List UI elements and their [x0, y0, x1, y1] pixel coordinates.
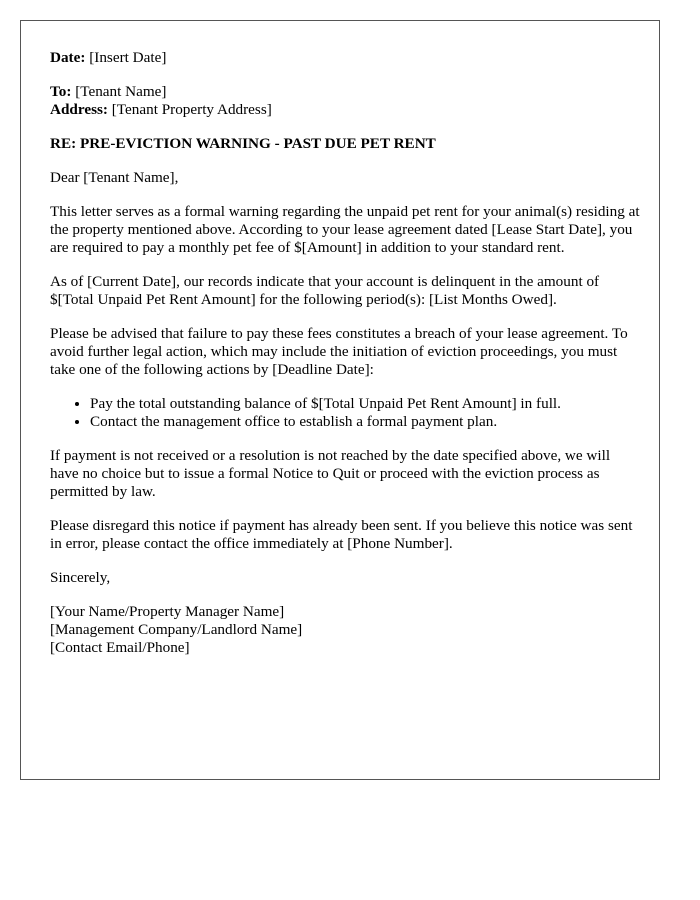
- paragraph-2: As of [Current Date], our records indicate that your account is delinquent in the amount of $[Total Unpaid Pet Rent Amount] for the following period(s): [List Months Owed].: [50, 273, 600, 308]
- to-value: [Tenant Name]: [75, 83, 167, 100]
- subject-line: RE: PRE-EVICTION WARNING - PAST DUE PET RENT: [50, 135, 436, 152]
- action-item-pay: • Pay the total outstanding balance of $[Total Unpaid Pet Rent Amount] in full.: [90, 395, 640, 413]
- paragraph-3: Please be advised that failure to pay these fees constitutes a breach of your lease agreement. To avoid further legal action, which may include the initiation of eviction proceedings, you must take one of the following actions by [Deadline Date]:: [50, 325, 628, 378]
- action-item-contact: • Contact the management office to establish a formal payment plan.: [90, 413, 640, 431]
- to-label: To:: [50, 83, 72, 100]
- address-line: [50, 101, 640, 119]
- paragraph-consequence: If payment is not received or a resolution is not reached by the date specified above, we will have no choice but to issue a formal Notice to Quit or proceed with the eviction process as permitted by law.: [50, 447, 611, 500]
- letter-body: [50, 49, 640, 657]
- letter-frame: [20, 20, 660, 780]
- signature-name: [Your Name/Property Manager Name]: [50, 603, 285, 620]
- signature-company: [Management Company/Landlord Name]: [50, 621, 303, 638]
- date-label: Date:: [50, 49, 86, 66]
- date-value: [Insert Date]: [89, 49, 167, 66]
- signature-contact: [Contact Email/Phone]: [50, 639, 190, 656]
- address-label: Address:: [50, 101, 108, 118]
- to-line: [50, 83, 640, 101]
- signoff: Sincerely,: [50, 569, 111, 586]
- paragraph-disregard: Please disregard this notice if payment has already been sent. If you believe this notice was sent in error, please contact the office immediately at [Phone Number].: [50, 517, 633, 552]
- address-value: [Tenant Property Address]: [111, 101, 272, 118]
- salutation: Dear [Tenant Name],: [50, 169, 179, 186]
- action-list: [50, 395, 640, 431]
- paragraph-1: This letter serves as a formal warning regarding the unpaid pet rent for your animal(s) residing at the property mentioned above. According to your lease agreement dated [Lease Start Date], you are required to pay a monthly pet fee of $[Amount] in addition to your standard rent.: [50, 203, 640, 256]
- date-line: [50, 49, 640, 67]
